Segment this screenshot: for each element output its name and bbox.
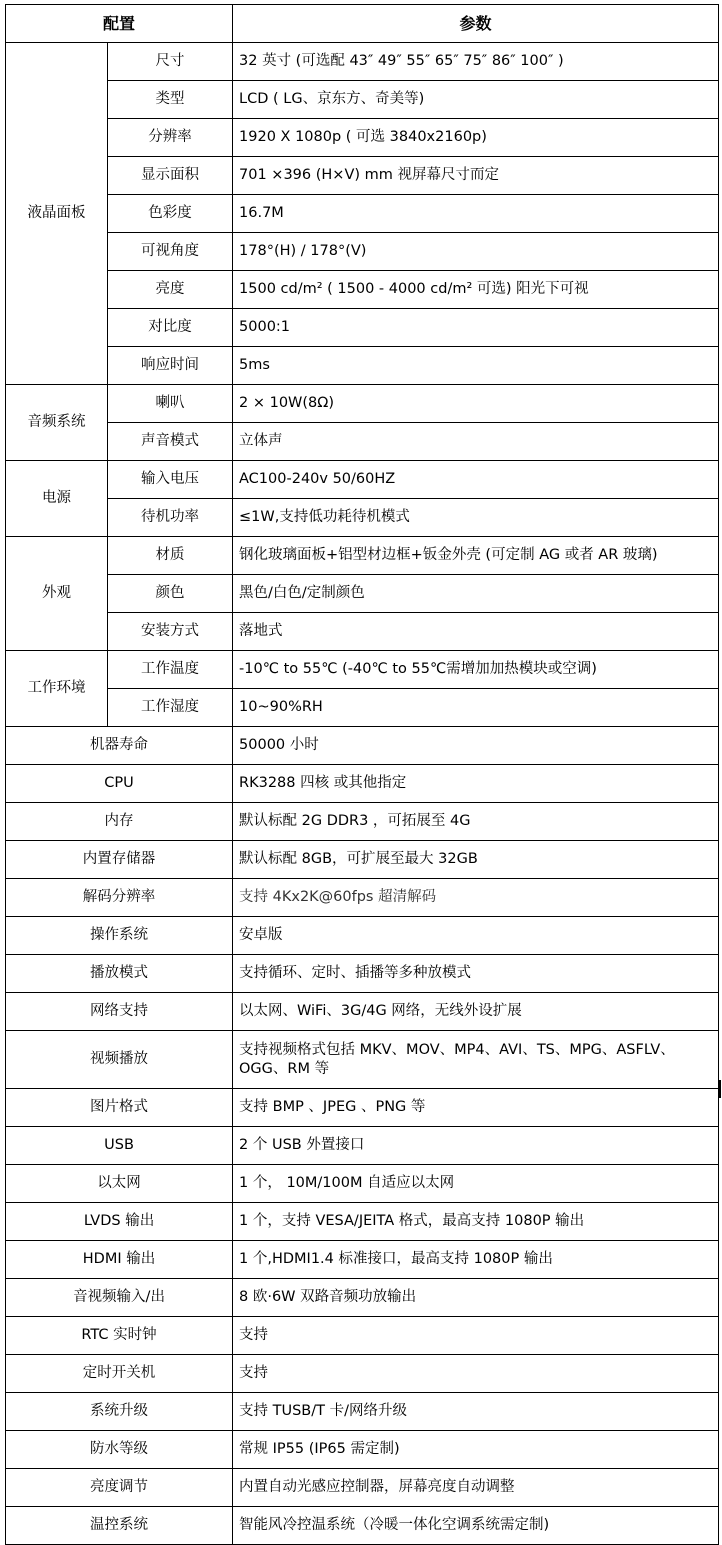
table-row [6, 271, 719, 309]
row-label: 喇叭 [108, 385, 233, 423]
row-value: 16.7M [233, 195, 719, 233]
row-value: 178°(H) / 178°(V) [233, 233, 719, 271]
row-label: 解码分辨率 [6, 879, 233, 917]
table-row [6, 575, 719, 613]
row-label: USB [6, 1127, 233, 1165]
table-row [6, 385, 719, 423]
row-label: 内置存储器 [6, 841, 233, 879]
row-value: 默认标配 8GB，可扩展至最大 32GB [233, 841, 719, 879]
row-value: 1 个，支持 VESA/JEITA 格式，最高支持 1080P 输出 [233, 1203, 719, 1241]
row-label: RTC 实时钟 [6, 1317, 233, 1355]
table-row [6, 1431, 719, 1469]
group-audio: 音频系统 [6, 385, 108, 461]
spec-table [5, 4, 719, 1545]
row-value: 支持 [233, 1355, 719, 1393]
table-row [6, 727, 719, 765]
row-value: 以太网、WiFi、3G/4G 网络，无线外设扩展 [233, 993, 719, 1031]
row-value: 1 个,HDMI1.4 标准接口，最高支持 1080P 输出 [233, 1241, 719, 1279]
table-row [6, 651, 719, 689]
row-value: 默认标配 2G DDR3 ，可拓展至 4G [233, 803, 719, 841]
table-row [6, 537, 719, 575]
table-row [6, 499, 719, 537]
header-config: 配置 [6, 5, 233, 43]
row-value: AC100-240v 50/60HZ [233, 461, 719, 499]
row-value: 黑色/白色/定制颜色 [233, 575, 719, 613]
table-row [6, 803, 719, 841]
row-value: 常规 IP55 (IP65 需定制) [233, 1431, 719, 1469]
row-label: 亮度 [108, 271, 233, 309]
row-label: 温控系统 [6, 1507, 233, 1545]
row-value: -10℃ to 55℃ (-40℃ to 55℃需增加加热模块或空调) [233, 651, 719, 689]
row-label: 工作温度 [108, 651, 233, 689]
table-row [6, 689, 719, 727]
table-row [6, 993, 719, 1031]
row-label: 分辨率 [108, 119, 233, 157]
row-value: 支持 BMP 、JPEG 、PNG 等 [233, 1089, 719, 1127]
row-label: HDMI 输出 [6, 1241, 233, 1279]
row-value: 10~90%RH [233, 689, 719, 727]
row-value: 2 × 10W(8Ω) [233, 385, 719, 423]
row-label: 亮度调节 [6, 1469, 233, 1507]
row-label: 类型 [108, 81, 233, 119]
row-value: 支持视频格式包括 MKV、MOV、MP4、AVI、TS、MPG、ASFLV、OGG、RM 等 [233, 1031, 719, 1089]
table-row [6, 765, 719, 803]
table-row [6, 43, 719, 81]
table-row [6, 955, 719, 993]
row-label: LVDS 输出 [6, 1203, 233, 1241]
row-value: 32 英寸 (可选配 43″ 49″ 55″ 65″ 75″ 86″ 100″ ) [233, 43, 719, 81]
row-label: 材质 [108, 537, 233, 575]
row-value: 立体声 [233, 423, 719, 461]
table-row [6, 309, 719, 347]
row-label: 显示面积 [108, 157, 233, 195]
table-header [6, 5, 719, 43]
row-label: 安装方式 [108, 613, 233, 651]
row-label: 输入电压 [108, 461, 233, 499]
row-label: 响应时间 [108, 347, 233, 385]
table-row [6, 195, 719, 233]
table-row [6, 841, 719, 879]
table-row [6, 1469, 719, 1507]
header-params: 参数 [233, 5, 719, 43]
row-label: 尺寸 [108, 43, 233, 81]
row-label: 对比度 [108, 309, 233, 347]
row-label: 以太网 [6, 1165, 233, 1203]
row-label: 色彩度 [108, 195, 233, 233]
table-row [6, 1203, 719, 1241]
row-value: 支持 4Kx2K@60fps 超清解码 [233, 879, 719, 917]
table-row [6, 1127, 719, 1165]
row-value: 8 欧·6W 双路音频功放输出 [233, 1279, 719, 1317]
row-label: 定时开关机 [6, 1355, 233, 1393]
row-label: 网络支持 [6, 993, 233, 1031]
table-row [6, 1089, 719, 1127]
row-value: 内置自动光感应控制器，屏幕亮度自动调整 [233, 1469, 719, 1507]
table-row [6, 879, 719, 917]
row-value: 1920 X 1080p ( 可选 3840x2160p) [233, 119, 719, 157]
row-label: 机器寿命 [6, 727, 233, 765]
row-value: 5ms [233, 347, 719, 385]
row-label: 工作湿度 [108, 689, 233, 727]
row-label: 音视频输入/出 [6, 1279, 233, 1317]
row-label: 图片格式 [6, 1089, 233, 1127]
row-label: 内存 [6, 803, 233, 841]
row-value: 1500 cd/m² ( 1500 - 4000 cd/m² 可选) 阳光下可视 [233, 271, 719, 309]
table-row [6, 157, 719, 195]
row-value: ≤1W,支持低功耗待机模式 [233, 499, 719, 537]
table-row [6, 1355, 719, 1393]
row-label: 视频播放 [6, 1031, 233, 1089]
row-value: 50000 小时 [233, 727, 719, 765]
table-row [6, 1031, 719, 1089]
group-lcd-panel: 液晶面板 [6, 43, 108, 385]
row-value: LCD ( LG、京东方、奇美等) [233, 81, 719, 119]
table-row [6, 1393, 719, 1431]
row-value: 落地式 [233, 613, 719, 651]
row-label: 声音模式 [108, 423, 233, 461]
table-row [6, 81, 719, 119]
row-value: 钢化玻璃面板+铝型材边框+钣金外壳 (可定制 AG 或者 AR 玻璃) [233, 537, 719, 575]
row-value: 支持 [233, 1317, 719, 1355]
group-power: 电源 [6, 461, 108, 537]
table-row [6, 917, 719, 955]
edge-mark [719, 1080, 721, 1098]
table-row [6, 233, 719, 271]
row-label: 颜色 [108, 575, 233, 613]
row-label: 待机功率 [108, 499, 233, 537]
row-value: RK3288 四核 或其他指定 [233, 765, 719, 803]
row-value: 支持循环、定时、插播等多种放模式 [233, 955, 719, 993]
row-value: 2 个 USB 外置接口 [233, 1127, 719, 1165]
table-row [6, 1165, 719, 1203]
row-value: 1 个， 10M/100M 自适应以太网 [233, 1165, 719, 1203]
group-appearance: 外观 [6, 537, 108, 651]
table-row [6, 347, 719, 385]
table-row [6, 119, 719, 157]
row-label: 可视角度 [108, 233, 233, 271]
row-value: 701 ×396 (H×V) mm 视屏幕尺寸而定 [233, 157, 719, 195]
row-value: 支持 TUSB/T 卡/网络升级 [233, 1393, 719, 1431]
row-label: CPU [6, 765, 233, 803]
table-row [6, 1279, 719, 1317]
table-row [6, 461, 719, 499]
group-environment: 工作环境 [6, 651, 108, 727]
table-row [6, 1241, 719, 1279]
row-value: 5000:1 [233, 309, 719, 347]
row-value: 智能风冷控温系统（冷暖一体化空调系统需定制) [233, 1507, 719, 1545]
row-label: 播放模式 [6, 955, 233, 993]
table-row [6, 613, 719, 651]
row-value: 安卓版 [233, 917, 719, 955]
table-row [6, 423, 719, 461]
table-row [6, 1317, 719, 1355]
row-label: 操作系统 [6, 917, 233, 955]
row-label: 系统升级 [6, 1393, 233, 1431]
row-label: 防水等级 [6, 1431, 233, 1469]
